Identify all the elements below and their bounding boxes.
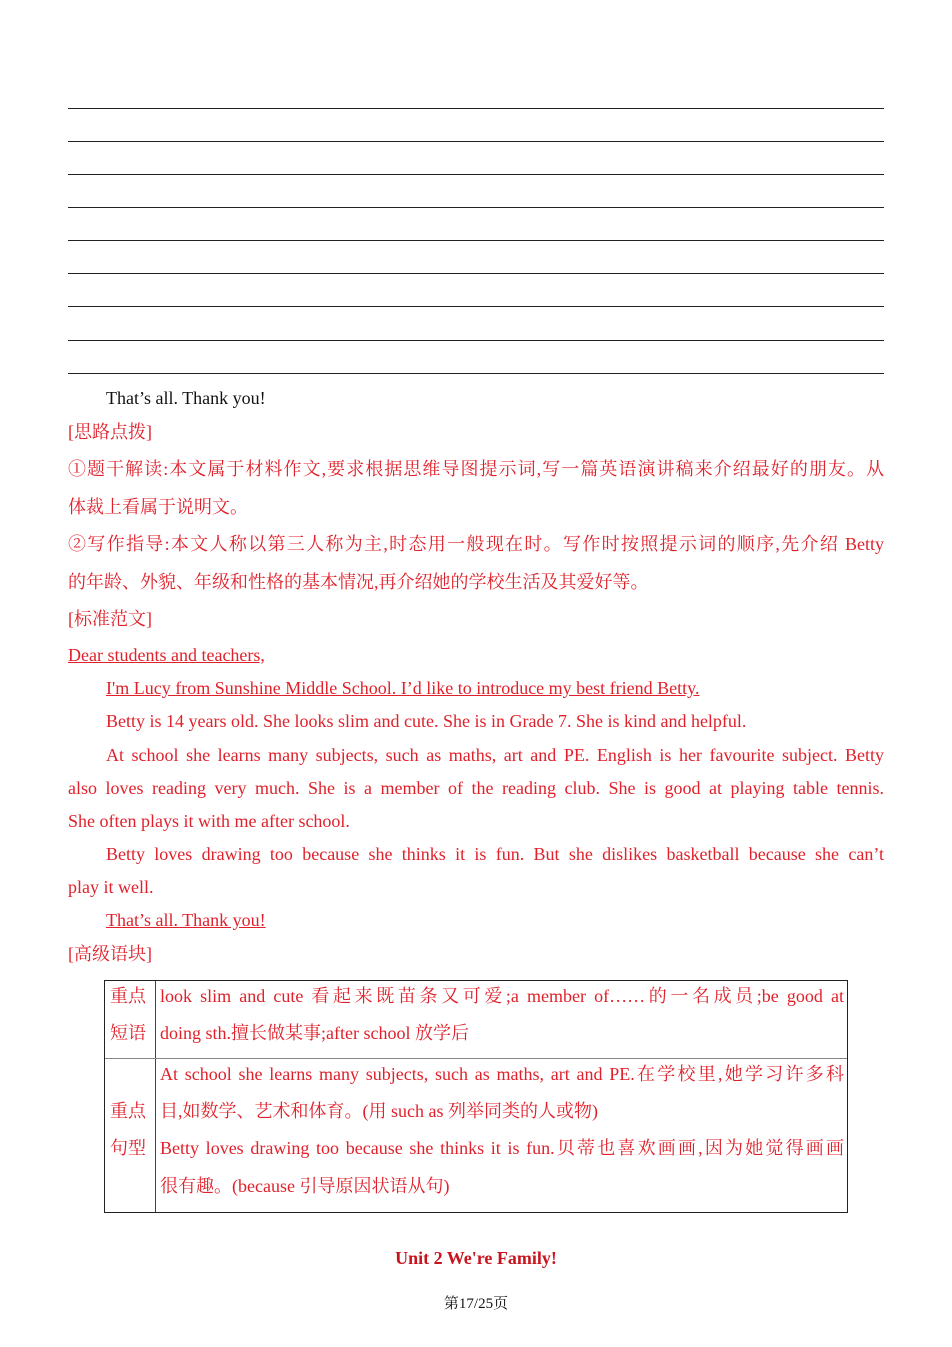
writing-line: [68, 340, 884, 341]
model-paragraph: Betty is 14 years old. She looks slim and cute. She is in Grade 7. She is kind and helpful.: [106, 711, 747, 731]
next-unit-title: Unit 2 We're Family!: [395, 1248, 557, 1268]
table-cell-text: 很有趣。(because 引导原因状语从句): [160, 1176, 450, 1196]
table-cell-text: At school she learns many subjects, such as maths, art and PE.在学校里,她学习许多科: [160, 1064, 844, 1084]
writing-line: [68, 240, 884, 241]
writing-line: [68, 174, 884, 175]
phrases-table: [104, 980, 848, 1213]
writing-line: [68, 207, 884, 208]
model-intro: I'm Lucy from Sunshine Middle School. I’d like to introduce my best friend Betty.: [106, 678, 700, 698]
advanced-heading: [高级语块]: [68, 944, 152, 964]
table-divider: [155, 981, 156, 1212]
model-heading: [标准范文]: [68, 609, 152, 629]
table-cell-text: Betty loves drawing too because she thinks it is fun.贝蒂也喜欢画画,因为她觉得画画: [160, 1138, 844, 1158]
model-paragraph: She often plays it with me after school.: [68, 811, 350, 831]
model-paragraph: At school she learns many subjects, such as maths, art and PE. English is her favourite subject. Betty: [106, 745, 884, 765]
row-label: 句型: [110, 1138, 146, 1158]
page-number: 第17/25页: [443, 1296, 509, 1312]
tips-text: ①题干解读:本文属于材料作文,要求根据思维导图提示词,写一篇英语演讲稿来介绍最好的朋友。从: [68, 459, 884, 479]
row-label: 重点: [110, 1101, 146, 1121]
model-closing: That’s all. Thank you!: [106, 910, 266, 930]
model-paragraph: play it well.: [68, 877, 154, 897]
tips-text: ②写作指导:本文人称以第三人称为主,时态用一般现在时。写作时按照提示词的顺序,先介绍 Betty: [68, 534, 884, 554]
tips-text: 的年龄、外貌、年级和性格的基本情况,再介绍她的学校生活及其爱好等。: [68, 572, 649, 592]
row-label: 重点: [110, 986, 146, 1006]
row-label: 短语: [110, 1023, 146, 1043]
model-greeting: Dear students and teachers,: [68, 645, 265, 665]
writing-line: [68, 306, 884, 307]
writing-line: [68, 273, 884, 274]
table-divider: [105, 1058, 847, 1059]
table-cell-text: look slim and cute 看起来既苗条又可爱;a member of……的一名成员;be good at: [160, 986, 844, 1006]
tips-heading: [思路点拨]: [68, 422, 152, 442]
writing-line: [68, 108, 884, 109]
writing-line: [68, 141, 884, 142]
tips-text: 体裁上看属于说明文。: [68, 497, 248, 517]
model-paragraph: also loves reading very much. She is a member of the reading club. She is good at playing table tennis.: [68, 778, 884, 798]
writing-line: [68, 373, 884, 374]
model-paragraph: Betty loves drawing too because she thinks it is fun. But she dislikes basketball because she can’t: [106, 844, 884, 864]
table-cell-text: 目,如数学、艺术和体育。(用 such as 列举同类的人或物): [160, 1101, 598, 1121]
closing-line: That’s all. Thank you!: [106, 388, 266, 408]
table-cell-text: doing sth.擅长做某事;after school 放学后: [160, 1023, 469, 1043]
